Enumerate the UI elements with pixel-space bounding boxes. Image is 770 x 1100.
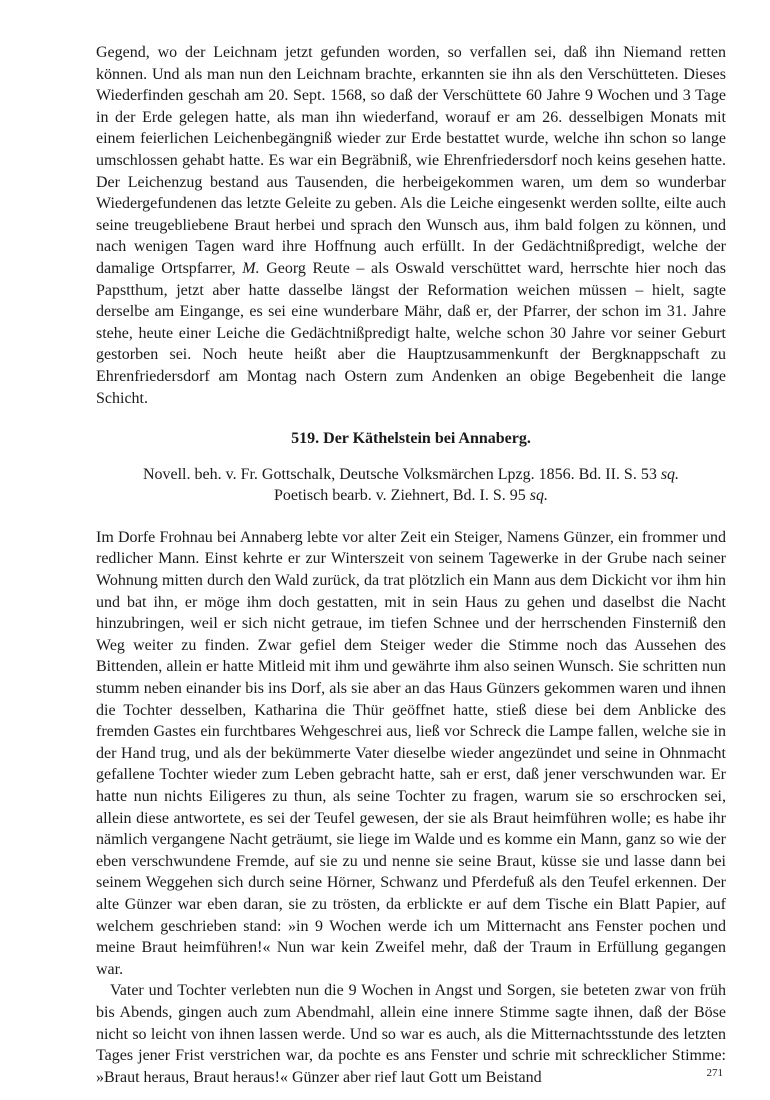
- source-line-1: Novell. beh. v. Fr. Gottschalk, Deutsche Volksmärchen Lpzg. 1856. Bd. II. S. 53 sq.: [142, 465, 680, 483]
- source-references: [96, 464, 726, 507]
- body-paragraph-1: Im Dorfe Frohnau bei Annaberg lebte vor alter Zeit ein Steiger, Namens Günzer, ein frommer und redlicher Mann. Einst kehrte er zur Winterszeit von seinem Tagewerke in der Grube nach seiner Wohnung mitten durch den Wald zurück, da trat plötzlich ein Mann aus dem Dickicht vor ihm hin und bat ihn, er möge ihm doch gestatten, mit in sein Haus zu gehen und daselbst die Nacht hinzubringen, weil er sich nicht getraue, im tiefen Schnee und der herrschenden Finsterniß den Weg weiter zu finden. Zwar gefiel dem Steiger weder die Stimme noch das Aussehen des Bittenden, allein er hatte Mitleid mit ihm und gewährte ihm also seinen Wunsch. Sie schritten nun stumm neben einander bis ins Dorf, als sie aber an das Haus Günzers gekommen waren und ihnen die Tochter desselben, Katharina die Thür geöffnet hatte, stieß diese bei dem Anblicke des fremden Gastes ein furchtbares Wehgeschrei aus, ließ vor Schreck die Lampe fallen, welche sie in der Hand trug, und als der bekümmerte Vater dieselbe wieder angezündet und seine in Ohnmacht gefallene Tochter wieder zum Leben gebracht hatte, sah er erst, daß jener verschwunden war. Er hatte nun nichts Eiligeres zu thun, als seine Tochter zu fragen, warum sie so erschrocken sei, allein diese antwortete, es sei der Teufel gewesen, der sie als Braut heimführen wolle; es habe ihr nämlich vergangene Nacht geträumt, sie liege im Walde und es komme ein Mann, ganz so wie der eben verschwundene Fremde, auf sie zu und nenne sie seine Braut, küsse sie und lasse dann bei seinem Weggehen sich durch seine Hörner, Schwanz und Pferdefuß als den Teufel erkennen. Der alte Günzer war eben daran, sie zu trösten, da erblickte er auf dem Tische ein Blatt Papier, auf welchem geschrieben stand: »in 9 Wochen werde ich um Mitternacht ans Fenster pochen und meine Braut heimführen!« Nun war kein Zweifel mehr, daß der Traum in Erfüllung gegangen war.: [96, 528, 726, 978]
- source-line-2: Poetisch bearb. v. Ziehnert, Bd. I. S. 95 sq.: [273, 487, 549, 505]
- body-paragraph-2: Vater und Tochter verlebten nun die 9 Wochen in Angst und Sorgen, sie beteten zwar von früh bis Abends, gingen auch zum Abendmahl, allein eine innere Stimme sagte ihnen, daß der Böse nicht so leicht von ihnen lassen werde. Und so war es auch, als die Mitternachtsstunde des letzten Tages jener Frist verstrichen war, da pochte es ans Fenster und schrie mit schrecklicher Stimme: »Braut heraus, Braut heraus!« Günzer aber rief laut Gott um Beistand: [96, 982, 726, 1086]
- section-heading: 519. Der Käthelstein bei Annaberg.: [291, 430, 531, 448]
- page-body: [96, 42, 726, 1088]
- page-number: 271: [706, 1067, 723, 1079]
- continued-paragraph: Gegend, wo der Leichnam jetzt gefunden worden, so verfallen sei, daß ihn Niemand retten können. Und als man nun den Leichnam brachte, erkannten sie ihn als den Verschütteten. Dieses Wiederfinden geschah am 20. Sept. 1568, so daß der Verschüttete 60 Jahre 9 Wochen und 3 Tage in der Erde gelegen hatte, als man ihn wiederfand, worauf er am 26. desselbigen Monats mit einem feierlichen Leichenbegängniß wieder zur Erde bestattet wurde, welche ihn schon so lange umschlossen gehabt hatte. Es war ein Begräbniß, wie Ehrenfriedersdorf noch keins gesehen hatte. Der Leichenzug bestand aus Tausenden, die herbeigekommen waren, um dem so wunderbar Wiedergefundenen das letzte Geleite zu geben. Als die Leiche eingesenkt werden sollte, eilte auch seine treugebliebene Braut herbei und sprach den Wunsch aus, ihm bald folgen zu können, und nach wenigen Tagen ward ihre Hoffnung auch erfüllt. In der Gedächtnißpredigt, welche der damalige Ortspfarrer, M. Georg Reute – als Oswald verschüttet ward, herrschte hier noch das Papstthum, jetzt aber hatte dasselbe längst der Reformation weichen müssen – hielt, sagte derselbe am Eingange, es sei eine wunderbare Mähr, daß er, der Pfarrer, der schon im 31. Jahre stehe, heute einer Leiche die Gedächtnißpredigt halte, welche schon 30 Jahre vor seiner Geburt gestorben sei. Noch heute heißt aber die Hauptzusammenkunft der Bergknappschaft zu Ehrenfriedersdorf am Montag nach Ostern zum Andenken an obige Begebenheit die lange Schicht.: [96, 44, 726, 407]
